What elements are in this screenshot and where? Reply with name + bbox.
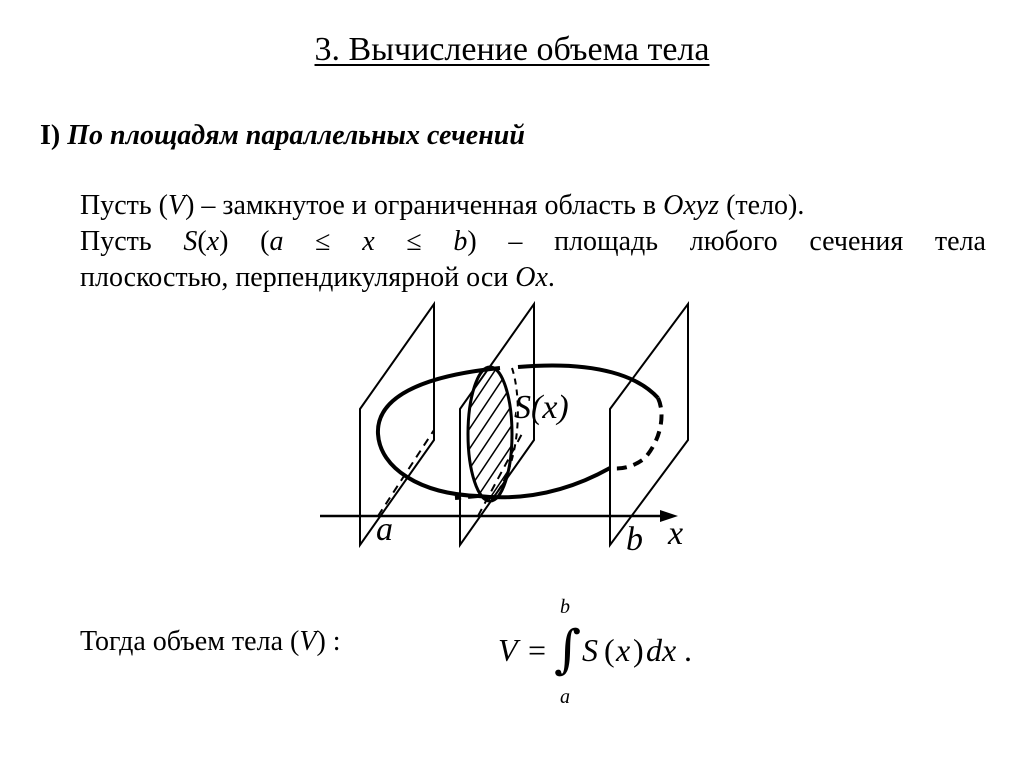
formula-s: S xyxy=(582,632,598,668)
p2-paren-close-2: ) xyxy=(467,226,477,257)
p2-word-let: Пусть xyxy=(80,226,152,257)
cross-section-back xyxy=(490,368,518,501)
paragraph-perpendicular xyxy=(80,260,986,296)
p3-text-1: плоскостью, перпендикулярной оси xyxy=(80,262,516,293)
section-subtitle: По площадям параллельных сечений xyxy=(67,120,525,151)
volume-formula xyxy=(490,588,720,718)
p2-paren-close: ) xyxy=(219,226,229,257)
formula-equals: = xyxy=(528,632,547,668)
conclusion-text-1: Тогда объем тела ( xyxy=(80,626,300,657)
formula-lhs: V xyxy=(498,632,518,668)
p2-word-any: любого xyxy=(689,226,778,257)
p3-ox: Ox xyxy=(515,262,548,293)
page-title-text: 3. Вычисление объема тела xyxy=(314,31,710,68)
section-label: S(x) xyxy=(514,389,569,426)
hidden-line-x xyxy=(478,430,524,516)
p1-text-3: (тело). xyxy=(719,190,805,221)
section-number: I) xyxy=(40,120,61,151)
p1-text-2: ) – замкнутое и ограниченная область в xyxy=(185,190,664,221)
integral-upper-limit: b xyxy=(560,596,570,618)
conclusion-text xyxy=(80,624,341,660)
page-title xyxy=(0,30,1024,70)
conclusion-var-v: V xyxy=(299,626,317,657)
body-outline xyxy=(378,365,658,497)
p1-oxyz: Oxyz xyxy=(663,190,720,221)
formula-paren-open: ( xyxy=(604,632,615,668)
p1-var-v: V xyxy=(167,190,186,221)
label-a: a xyxy=(376,511,393,548)
p2-range-open xyxy=(260,226,283,257)
p2-var-a: a xyxy=(269,226,284,257)
plane-a xyxy=(360,304,434,545)
p3-text-2: . xyxy=(547,262,555,293)
p2-paren-open-2: ( xyxy=(260,226,270,257)
label-x: x xyxy=(668,515,684,552)
formula-x: x xyxy=(616,632,631,668)
plane-b xyxy=(610,304,688,545)
paragraph-definition-body xyxy=(80,188,986,224)
p2-var-x: x xyxy=(206,226,220,257)
formula-paren-close: ) xyxy=(633,632,644,668)
integral-sign: ∫ xyxy=(554,620,582,680)
p2-word-body: тела xyxy=(934,226,986,257)
p2-var-b: b xyxy=(453,226,468,257)
p1-text-1: Пусть ( xyxy=(80,190,168,221)
hidden-line-a xyxy=(378,430,434,516)
integral-lower-limit: a xyxy=(560,686,570,708)
label-b: b xyxy=(626,521,643,558)
p2-var-s: S xyxy=(183,226,198,257)
p2-le-1: ≤ xyxy=(315,226,331,257)
formula-dx: dx xyxy=(646,632,677,668)
paragraph-definition-section xyxy=(80,224,986,260)
p2-var-x2: x xyxy=(362,226,375,257)
section-heading xyxy=(40,118,525,154)
cross-section-diagram xyxy=(300,298,720,560)
formula-dot: . xyxy=(684,632,692,668)
p2-word-area: площадь xyxy=(554,226,659,257)
p2-paren-open: ( xyxy=(197,226,207,257)
conclusion-text-2: ) : xyxy=(316,626,341,657)
p2-le-2: ≤ xyxy=(406,226,422,257)
hatching xyxy=(450,318,530,560)
p2-sx xyxy=(183,226,228,257)
p2-range-close xyxy=(453,226,476,257)
p2-word-section: сечения xyxy=(809,226,904,257)
p2-dash: – xyxy=(508,226,523,257)
